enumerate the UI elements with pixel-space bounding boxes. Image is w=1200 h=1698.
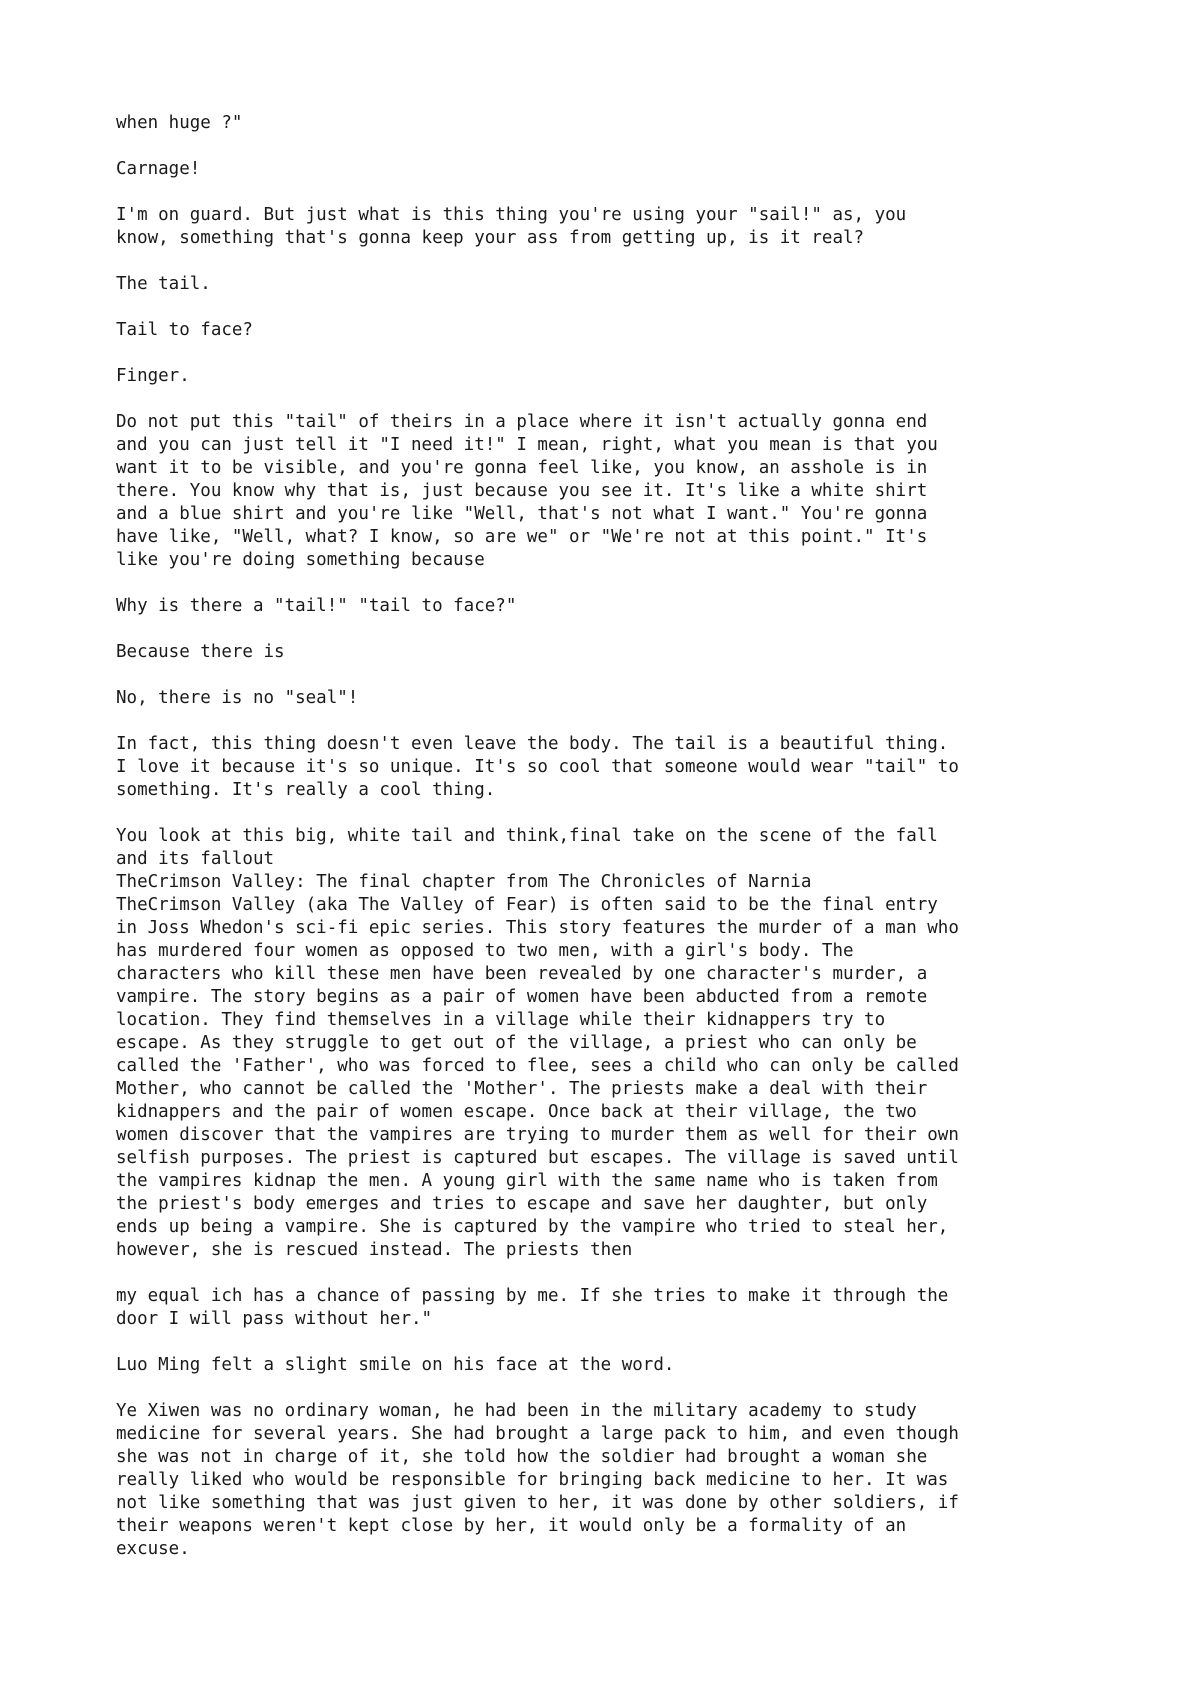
paragraph: Why is there a "tail!" "tail to face?"	[116, 596, 517, 616]
paragraph: No, there is no "seal"!	[116, 688, 359, 708]
paragraph: when huge ?"	[116, 113, 243, 133]
paragraph: You look at this big, white tail and think,final take on the scene of the fall and its fallout TheCrimson Valley: The final chapter from The Chronicles of Narnia TheCrimson Valley (aka The Valley of Fear) is often said to be the final entry in Joss Whedon's sci-fi epic series. This story features the murder of a man who has murdered four women as opposed to two men, with a girl's body. The characters who kill these men have been revealed by one character's murder, a vampire. The story begins as a pair of women have been abducted from a remote location. They find themselves in a village while their kidnappers try to escape. As they struggle to get out of the village, a priest who can only be called the 'Father', who was forced to flee, sees a child who can only be called Mother, who cannot be called the 'Mother'. The priests make a deal with their kidnappers and the pair of women escape. Once back at their village, the two women discover that the vampires are trying to murder them as well for their own selfish purposes. The priest is captured but escapes. The village is saved until the vampires kidnap the men. A young girl with the same name who is taken from the priest's body emerges and tries to escape and save her daughter, but only ends up being a vampire. She is captured by the vampire who tried to steal her, however, she is rescued instead. The priests then	[116, 826, 959, 1260]
paragraph: Ye Xiwen was no ordinary woman, he had been in the military academy to study medicine for several years. She had brought a large pack to him, and even though she was not in charge of it, she told how the soldier had brought a woman she really liked who would be responsible for bringing back medicine to her. It was not like something that was just given to her, it was done by other soldiers, if their weapons weren't kept close by her, it would only be a formality of an excuse.	[116, 1401, 959, 1559]
paragraph: In fact, this thing doesn't even leave the body. The tail is a beautiful thing. I love it because it's so unique. It's so cool that someone would wear "tail" to something. It's really a cool thing.	[116, 734, 959, 800]
paragraph: Do not put this "tail" of theirs in a place where it isn't actually gonna end and you can just tell it "I need it!" I mean, right, what you mean is that you want it to be visible, and you're gonna feel like, you know, an asshole is in there. You know why that is, just because you see it. It's like a white shirt and a blue shirt and you're like "Well, that's not what I want." You're gonna have like, "Well, what? I know, so are we" or "We're not at this point." It's like you're doing something because	[116, 412, 938, 570]
paragraph: Tail to face?	[116, 320, 253, 340]
paragraph: Carnage!	[116, 159, 201, 179]
paragraph: Because there is	[116, 642, 285, 662]
document-body	[116, 112, 1116, 1584]
paragraph: my equal ich has a chance of passing by me. If she tries to make it through the door I will pass without her."	[116, 1286, 949, 1329]
paragraph: Finger.	[116, 366, 190, 386]
paragraph: I'm on guard. But just what is this thing you're using your "sail!" as, you know, something that's gonna keep your ass from getting up, is it real?	[116, 205, 907, 248]
paragraph: The tail.	[116, 274, 211, 294]
paragraph: Luo Ming felt a slight smile on his face at the word.	[116, 1355, 675, 1375]
